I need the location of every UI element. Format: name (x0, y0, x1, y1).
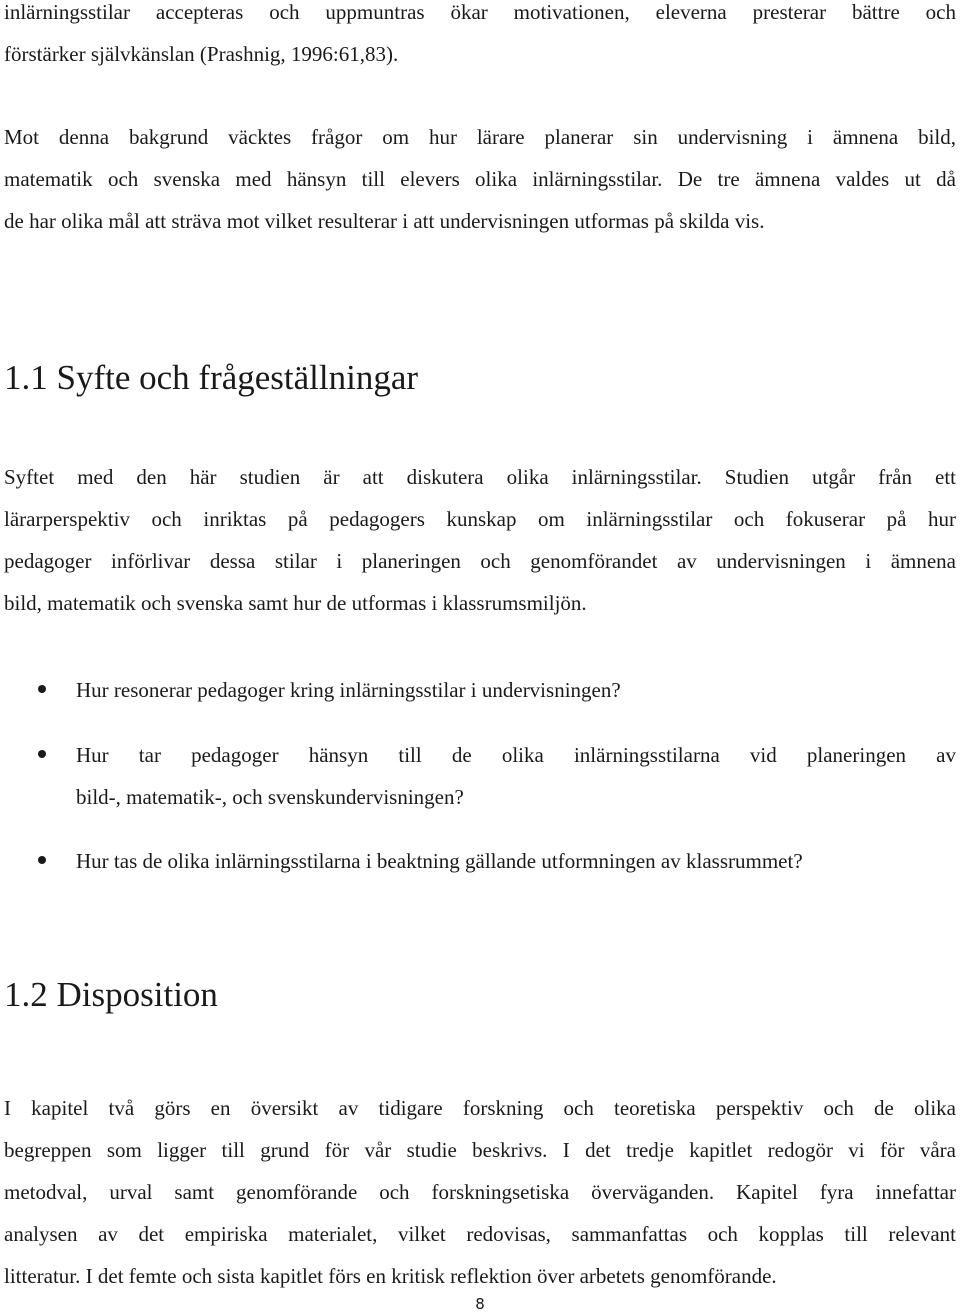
text-line: förstärker självkänslan (Prashnig, 1996:61,83). (4, 42, 399, 66)
background-paragraph (4, 116, 956, 242)
section-heading-purpose: 1.1 Syfte och frågeställningar (4, 358, 419, 397)
text-line: begreppen som ligger till grund för vår studie beskrivs. I det tredje kapitlet redogör vi för våra (4, 1138, 956, 1162)
text-line: metodval, urval samt genomförande och forskningsetiska överväganden. Kapitel fyra innefattar (4, 1180, 956, 1204)
question-line: Hur tas de olika inlärningsstilarna i beaktning gällande utformningen av klassrummet? (76, 849, 803, 873)
text-line: analysen av det empiriska materialet, vilket redovisas, sammanfattas och kopplas till relevant (4, 1222, 956, 1246)
list-item (0, 840, 956, 882)
text-line: de har olika mål att sträva mot vilket resulterar i att undervisningen utformas på skilda vis. (4, 209, 765, 233)
text-line: Syftet med den här studien är att diskutera olika inlärningsstilar. Studien utgår från ett (4, 465, 956, 489)
purpose-paragraph (4, 456, 956, 624)
intro-continuation-paragraph (4, 0, 956, 75)
text-line: lärarperspektiv och inriktas på pedagogers kunskap om inlärningsstilar och fokuserar på hur (4, 507, 956, 531)
text-line: matematik och svenska med hänsyn till elevers olika inlärningsstilar. De tre ämnena valdes ut då (4, 167, 956, 191)
page-number: 8 (475, 1295, 485, 1313)
bullet-icon (38, 750, 46, 758)
text-line: bild, matematik och svenska samt hur de utformas i klassrumsmiljön. (4, 591, 587, 615)
bullet-icon (38, 685, 46, 693)
text-line: inlärningsstilar accepteras och uppmuntras ökar motivationen, eleverna presterar bättre och (4, 0, 956, 24)
question-line: Hur tar pedagoger hänsyn till de olika inlärningsstilarna vid planeringen av (76, 743, 956, 767)
bullet-icon (38, 856, 46, 864)
question-line: Hur resonerar pedagoger kring inlärningsstilar i undervisningen? (76, 678, 621, 702)
text-line: pedagoger införlivar dessa stilar i planeringen och genomförandet av undervisningen i ämnena (4, 549, 956, 573)
list-item (0, 669, 956, 711)
disposition-paragraph (4, 1087, 956, 1297)
question-line: bild-, matematik-, och svenskundervisningen? (76, 785, 464, 809)
text-line: I kapitel två görs en översikt av tidigare forskning och teoretiska perspektiv och de olika (4, 1096, 956, 1120)
list-item (0, 734, 956, 818)
text-line: litteratur. I det femte och sista kapitlet förs en kritisk reflektion över arbetets genomförande. (4, 1264, 777, 1288)
text-line: Mot denna bakgrund väcktes frågor om hur lärare planerar sin undervisning i ämnena bild, (4, 125, 956, 149)
section-heading-disposition: 1.2 Disposition (4, 975, 218, 1014)
